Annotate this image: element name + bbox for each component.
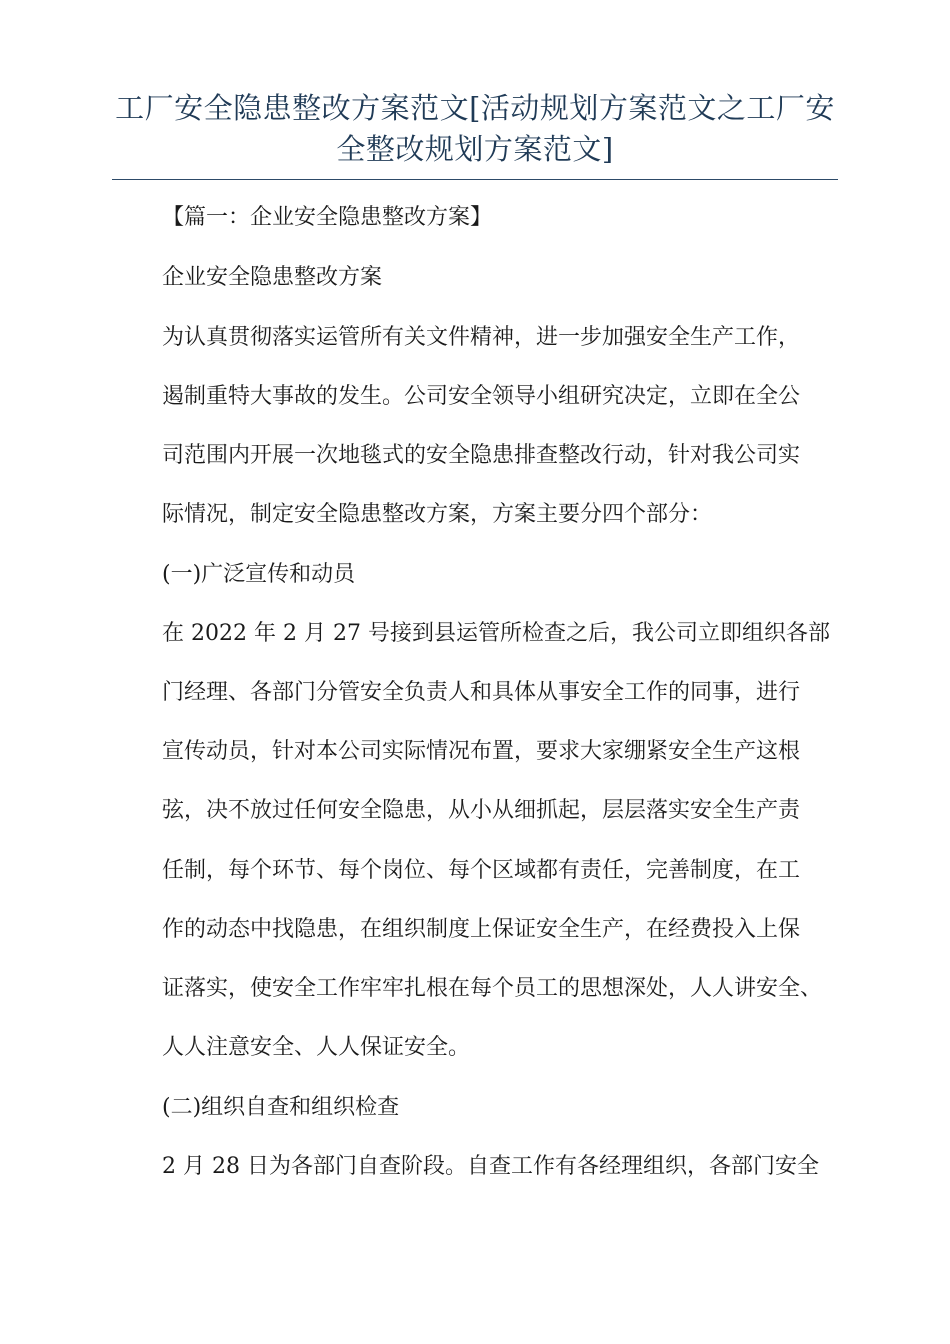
document-title: [100, 88, 850, 170]
body-line: 2 月 28 日为各部门自查阶段。自查工作有各经理组织，各部门安全: [162, 1154, 819, 1179]
subtitle: 企业安全隐患整改方案: [162, 265, 383, 290]
body-line: 弦，决不放过任何安全隐患，从小从细抓起，层层落实安全生产责: [162, 798, 801, 823]
title-line-2: 全整改规划方案范文]: [336, 132, 614, 166]
section-heading: 【篇一：企业安全隐患整改方案】: [162, 205, 493, 230]
body-line: 人人注意安全、人人保证安全。: [162, 1035, 471, 1060]
body-line: 任制，每个环节、每个岗位、每个区域都有责任，完善制度，在工: [162, 858, 801, 883]
body-line: 际情况，制定安全隐患整改方案，方案主要分四个部分：: [162, 502, 713, 527]
section-subheading: (二)组织自查和组织检查: [162, 1095, 400, 1120]
body-line: 遏制重特大事故的发生。公司安全领导小组研究决定，立即在全公: [162, 384, 801, 409]
body-line: 作的动态中找隐患，在组织制度上保证安全生产，在经费投入上保: [162, 917, 801, 942]
body-line: 门经理、各部门分管安全负责人和具体从事安全工作的同事，进行: [162, 680, 801, 705]
title-line-1: 工厂安全隐患整改方案范文[活动规划方案范文之工厂安: [115, 91, 835, 125]
body-line: 在 2022 年 2 月 27 号接到县运管所检查之后，我公司立即组织各部: [162, 621, 830, 646]
section-subheading: (一)广泛宣传和动员: [162, 562, 356, 587]
body-line: 宣传动员，针对本公司实际情况布置，要求大家绷紧安全生产这根: [162, 739, 801, 764]
body-line: 为认真贯彻落实运管所有关文件精神，进一步加强安全生产工作，: [162, 325, 801, 350]
body-line: 司范围内开展一次地毯式的安全隐患排查整改行动，针对我公司实: [162, 443, 801, 468]
title-divider: [112, 179, 838, 180]
body-line: 证落实，使安全工作牢牢扎根在每个员工的思想深处，人人讲安全、: [162, 976, 823, 1001]
